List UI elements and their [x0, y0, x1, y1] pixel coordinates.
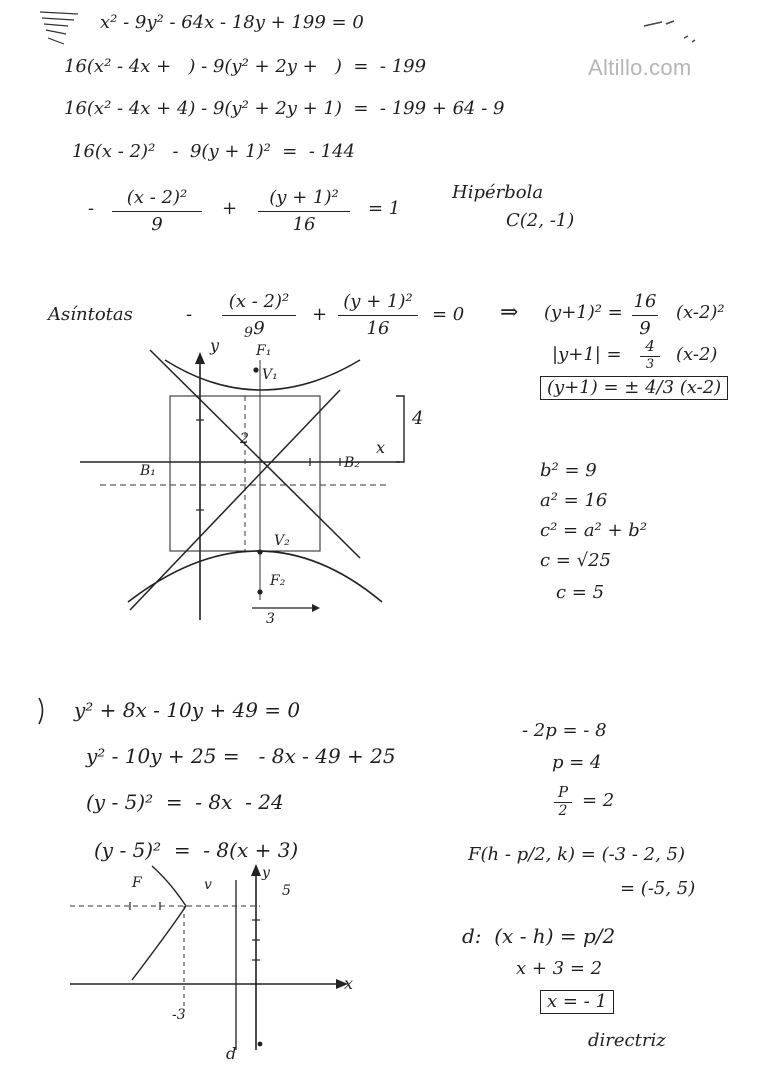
g1-v2-label: V₂ [274, 533, 290, 549]
g1-f2-label: F₂ [270, 573, 286, 589]
g2-x-axis-label: x [344, 974, 354, 993]
asym-fraction-x-num: (x - 2)² [228, 291, 290, 312]
scan-corner-artifact [38, 10, 98, 50]
g2-v-label: v [204, 877, 212, 893]
p1-minus-sign: - [88, 198, 95, 219]
g2-f-label: F [132, 875, 142, 891]
p2-r-p-half [554, 784, 572, 819]
asymptotes-label: Asíntotas [48, 304, 133, 325]
param-c-root: c = √25 [540, 550, 611, 571]
g2-y-axis-label: y [262, 865, 270, 881]
implies-arrow: ⇒ [500, 300, 519, 325]
asym-result2: |y+1| = [552, 344, 628, 365]
asym-equals-zero: = 0 [432, 304, 465, 325]
asym-result2-frac-num: 4 [645, 337, 655, 355]
watermark-logo: Altillo.com [588, 55, 692, 80]
p1-equation-line2: 16(x² - 4x + ) - 9(y² + 2y + ) = - 199 [64, 56, 427, 77]
asym-result1-frac-num: 16 [633, 291, 657, 312]
p2-r-p-half-den: 2 [558, 802, 568, 819]
p2-r-focus-value: = (-5, 5) [620, 878, 696, 899]
p2-equation-line4: (y - 5)² = - 8(x + 3) [94, 838, 299, 862]
p1-fraction-y-den: 16 [292, 213, 316, 235]
asym-result3-boxed: (y+1) = ± 4/3 (x-2) [540, 376, 728, 400]
asym-plus: + [312, 304, 328, 325]
g2-d-label: d [226, 1044, 237, 1063]
asym-fraction-y-den: 16 [366, 317, 390, 339]
p2-r-p-half-tail: = 2 [582, 790, 615, 811]
p1-fraction-x [112, 188, 202, 235]
p1-equation-line4: 16(x - 2)² - 9(y + 1)² = - 144 [72, 141, 355, 162]
p1-equation-line1: x² - 9y² - 64x - 18y + 199 = 0 [100, 12, 364, 33]
param-b2: b² = 9 [540, 460, 597, 481]
p1-equation-line3: 16(x² - 4x + 4) - 9(y² + 2y + 1) = - 199 + 64 - 9 [64, 98, 505, 119]
g1-bracket-label: 4 [412, 408, 424, 429]
param-a2: a² = 16 [540, 490, 608, 511]
g2-minus3: -3 [172, 1007, 186, 1023]
g1-y-axis-label: y [210, 336, 220, 355]
g1-three: 3 [266, 611, 275, 627]
asym-fraction-y-num: (y + 1)² [343, 291, 413, 312]
parabola-graph [60, 860, 400, 1063]
p2-r-directrix-eq: d: (x - h) = p/2 [462, 924, 616, 948]
p2-equation-line1: y² + 8x - 10y + 49 = 0 [74, 698, 301, 722]
p2-equation-line2: y² - 10y + 25 = - 8x - 49 + 25 [86, 744, 396, 768]
param-c2: c² = a² + b² [540, 520, 648, 541]
p1-center: C(2, -1) [506, 210, 575, 231]
asym-result1-frac [632, 292, 658, 339]
g1-b1-label: B₁ [140, 463, 156, 479]
asym-result2-tail: (x-2) [676, 344, 718, 365]
asym-result1-tail: (x-2)² [676, 302, 725, 323]
p2-r-p-half-num: P [557, 783, 569, 801]
p1-plus-sign: + [222, 198, 238, 219]
p2-r-minus2p: - 2p = - 8 [522, 720, 607, 741]
asym-fraction-x-den: 9 [253, 317, 265, 339]
g1-nine: 9 [244, 325, 253, 341]
p2-equation-line3: (y - 5)² = - 8x - 24 [86, 790, 284, 814]
g2-five: 5 [282, 883, 291, 899]
p1-equals-one: = 1 [368, 198, 401, 219]
p2-r-directriz: directriz [588, 1030, 666, 1051]
p2-r-x-value-boxed: x = - 1 [540, 990, 614, 1014]
g1-x-axis-label: x [376, 438, 386, 457]
asym-result1-frac-den: 9 [639, 317, 651, 339]
p2-r-focus: F(h - p/2, k) = (-3 - 2, 5) [468, 844, 686, 865]
p1-fraction-x-num: (x - 2)² [126, 187, 188, 208]
p2-bracket-mark [36, 696, 50, 726]
asym-result2-frac-den: 3 [645, 356, 655, 372]
g1-f1-label: F₁ [256, 343, 272, 359]
p1-fraction-x-den: 9 [151, 213, 163, 235]
p2-r-x-plus-3: x + 3 = 2 [516, 958, 603, 979]
g1-v1-label: V₁ [262, 367, 278, 383]
asym-result1: (y+1)² = [544, 302, 629, 323]
scan-smudge [640, 18, 700, 48]
asym-result2-frac [640, 338, 660, 372]
asym-minus: - [186, 304, 193, 325]
g1-two: 2 [240, 431, 249, 447]
p1-conic-type: Hipérbola [452, 182, 544, 203]
p2-r-p: p = 4 [552, 752, 602, 773]
p1-fraction-y [258, 188, 350, 235]
p1-fraction-y-num: (y + 1)² [269, 187, 339, 208]
param-c-value: c = 5 [556, 582, 605, 603]
g1-b2-label: B₂ [344, 455, 360, 471]
